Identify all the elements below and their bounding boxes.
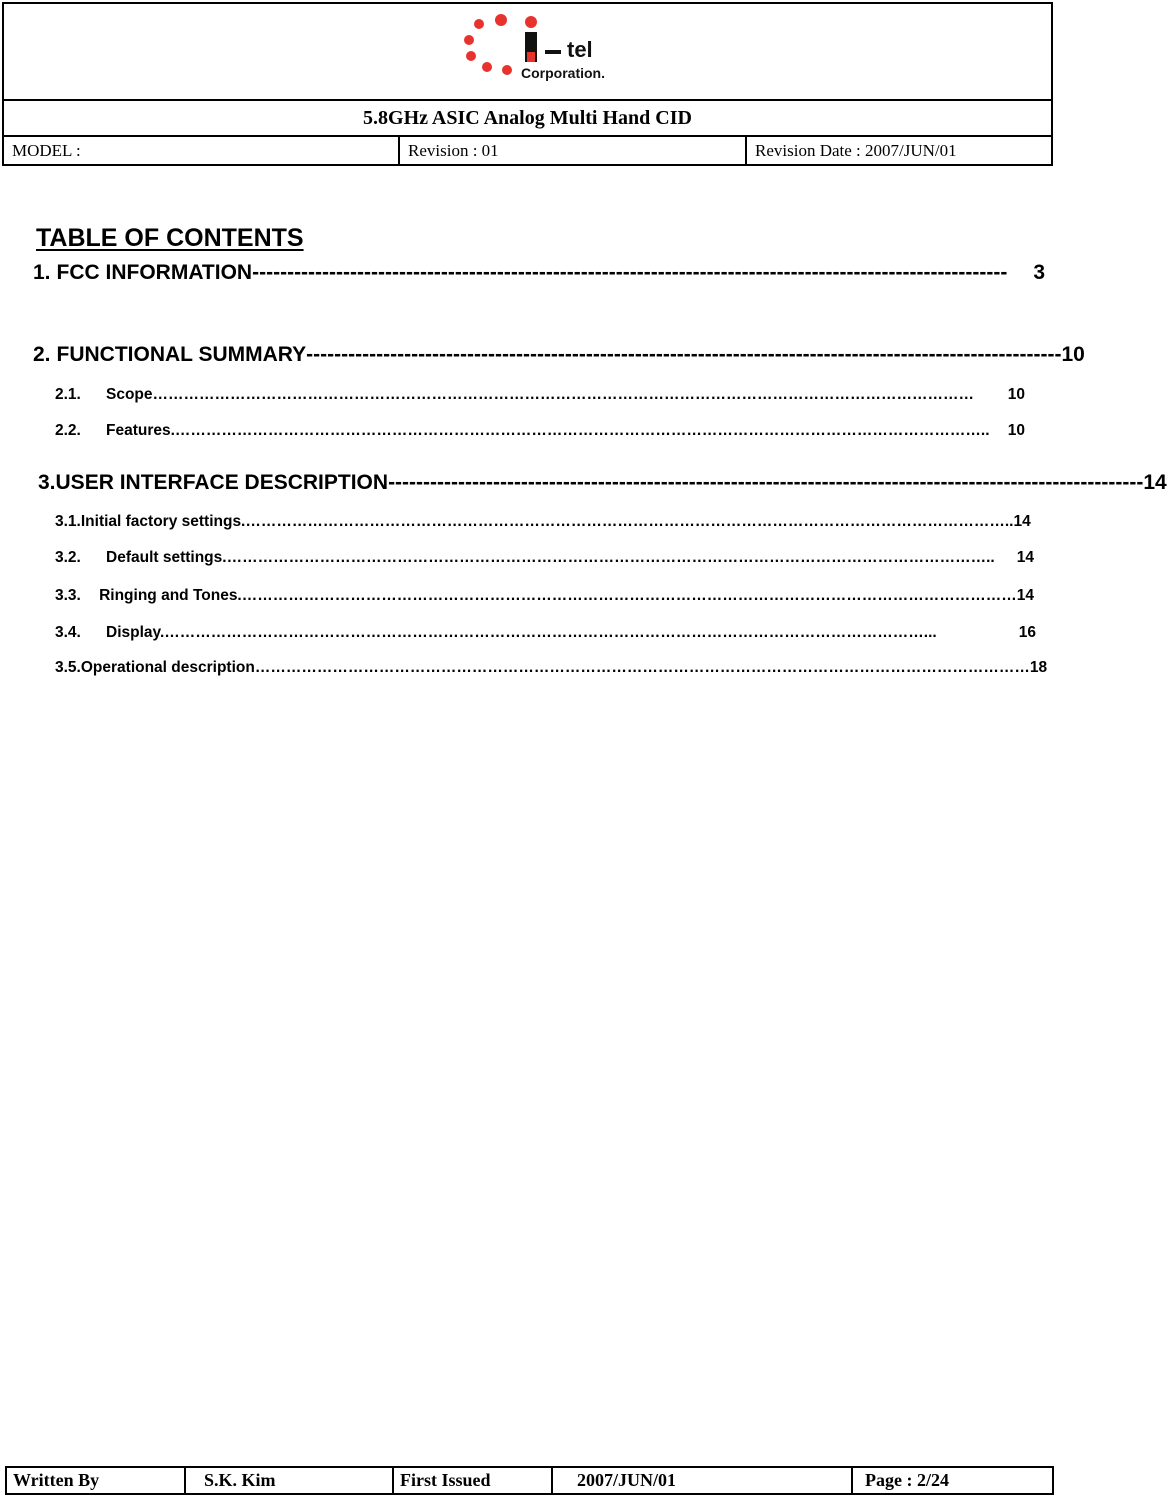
toc-entry-number: 2.2. <box>55 422 81 439</box>
toc-entry-number: 3.2. <box>55 549 81 566</box>
toc-entry-user-interface[interactable] <box>38 471 1167 495</box>
model-cell: MODEL : <box>4 137 400 166</box>
toc-entry-page: 18 <box>1029 659 1048 676</box>
toc-entry-page: 16 <box>1018 624 1036 641</box>
toc-leader: …………………………………………………………………………………………………………………………………………… <box>152 386 975 403</box>
toc-leader: ------------------------------------------------------------------------------------------------------------ <box>306 343 1062 366</box>
revision-date-cell: Revision Date : 2007/JUN/01 <box>755 141 957 160</box>
toc-entry-label: Default settings. <box>106 549 227 566</box>
document-header <box>2 2 1053 166</box>
toc-entry-page: 14 <box>1013 513 1031 530</box>
toc-title: TABLE OF CONTENTS <box>36 224 304 252</box>
toc-entry-initial-factory-settings[interactable] <box>55 513 1031 531</box>
toc-entry-number: 1. <box>33 261 51 284</box>
first-issued-label: First Issued <box>394 1468 553 1493</box>
toc-entry-scope[interactable] <box>55 386 1025 404</box>
revision-info-row <box>4 137 1051 166</box>
toc-entry-number: 3. <box>38 471 56 494</box>
logo-row <box>4 4 1051 101</box>
document-title: 5.8GHz ASIC Analog Multi Hand CID <box>4 101 1051 137</box>
toc-entry-label: FCC INFORMATION <box>56 261 253 284</box>
toc-entry-label: USER INTERFACE DESCRIPTION <box>55 471 389 494</box>
toc-entry-page: 3 <box>1033 261 1045 284</box>
toc-entry-number: 3.5. <box>55 659 81 676</box>
toc-leader: ………………………………………………………………………………………………………………………………………….. <box>174 422 990 439</box>
toc-entry-page: 14 <box>1143 471 1167 494</box>
toc-entry-number: 2. <box>33 343 51 366</box>
document-footer <box>5 1466 1054 1495</box>
toc-leader: ------------------------------------------------------------------------------------------------------------ <box>388 471 1144 494</box>
toc-entry-label: Display. <box>106 624 165 641</box>
toc-entry-fcc[interactable] <box>33 261 1045 285</box>
toc-entry-functional-summary[interactable] <box>33 343 1085 367</box>
svg-text:tel: tel <box>567 37 593 62</box>
toc-entry-default-settings[interactable] <box>55 549 1034 567</box>
toc-entry-number: 2.1. <box>55 386 81 403</box>
toc-entry-display[interactable] <box>55 624 1036 642</box>
toc-leader: …………………………………………………………………………………………………………………………………... <box>164 624 937 641</box>
page-number: Page : 2/24 <box>865 1470 949 1490</box>
toc-leader: ………………………………………………………………………………………………………………………………….. <box>226 549 995 566</box>
toc-entry-label: Ringing and Tones. <box>99 587 242 604</box>
itel-logo-icon <box>459 12 639 84</box>
first-issued-value: 2007/JUN/01 <box>553 1468 853 1493</box>
toc-leader: ………………………………………………………………………………………………………………………………….. <box>245 513 1014 530</box>
toc-entry-number: 3.4. <box>55 624 81 641</box>
toc-entry-label: Operational description <box>80 659 255 676</box>
toc-leader: ------------------------------------------------------------------------------------------------------------ <box>252 261 1008 284</box>
toc-entry-label: Scope <box>106 386 153 403</box>
toc-entry-page: 10 <box>1007 386 1025 403</box>
toc-entry-operational-description[interactable] <box>55 659 1048 677</box>
toc-leader: …………………………………………………………………………………………………………………………………… <box>241 587 1017 604</box>
toc-entry-page: 10 <box>1061 343 1085 366</box>
toc-entry-label: Initial factory settings. <box>80 513 246 530</box>
written-by-value: S.K. Kim <box>186 1468 394 1493</box>
toc-entry-number: 3.3. <box>55 587 81 604</box>
toc-entry-page: 14 <box>1016 587 1034 604</box>
toc-entry-page: 14 <box>1016 549 1034 566</box>
toc-leader: …………………………………………………………………………………………………………………………………… <box>254 659 1030 676</box>
svg-text:Corporation.: Corporation. <box>521 65 605 81</box>
written-by-label: Written By <box>7 1468 186 1493</box>
toc-entry-ringing-and-tones[interactable] <box>55 587 1034 605</box>
toc-entry-label: FUNCTIONAL SUMMARY <box>56 343 307 366</box>
toc-entry-number: 3.1. <box>55 513 81 530</box>
toc-entry-features[interactable] <box>55 422 1025 440</box>
toc-entry-page: 10 <box>1007 422 1025 439</box>
revision-cell: Revision : 01 <box>400 137 747 166</box>
toc-entry-label: Features. <box>106 422 175 439</box>
